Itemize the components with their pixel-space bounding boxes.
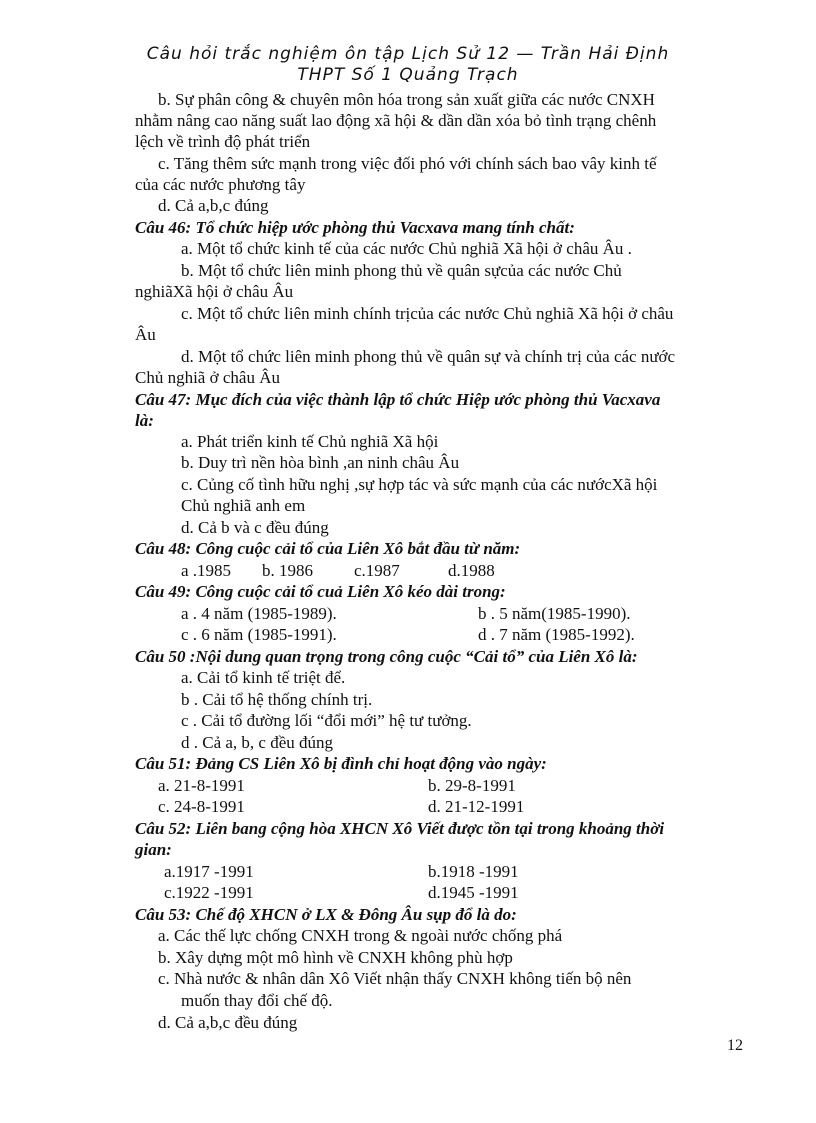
option-46d: d. Một tổ chức liên minh phong thủ về quân sự và chính trị của các nước <box>181 347 676 366</box>
question-48: Câu 48: Công cuộc cải tổ của Liên Xô bắt đầu từ năm: <box>135 539 521 558</box>
option-53a: a. Các thế lực chống CNXH trong & ngoài nước chống phá <box>158 926 563 945</box>
option-50a: a. Cải tổ kinh tế triệt để. <box>181 668 346 687</box>
header-subtitle: THPT Số 1 Quảng Trạch <box>297 65 519 85</box>
option-49d: d . 7 năm (1985-1992). <box>478 625 635 644</box>
option-50b: b . Cải tổ hệ thống chính trị. <box>181 690 373 709</box>
option-45d: d. Cả a,b,c đúng <box>158 196 269 215</box>
option-52d: d.1945 -1991 <box>428 883 519 902</box>
option-46b-cont: nghiãXã hội ở châu Âu <box>135 282 294 301</box>
question-46: Câu 46: Tổ chức hiệp ước phòng thủ Vacxava mang tính chất: <box>135 218 575 237</box>
question-53: Câu 53: Chế độ XHCN ở LX & Đông Âu sụp đổ là do: <box>135 905 517 924</box>
option-46a: a. Một tổ chức kinh tế của các nước Chủ nghiã Xã hội ở châu Âu . <box>181 239 632 258</box>
option-45c-cont: của các nước phương tây <box>135 175 306 194</box>
option-48c: c.1987 <box>354 561 400 580</box>
option-48a: a .1985 <box>181 561 232 580</box>
question-50: Câu 50 :Nội dung quan trọng trong công cuộc “Cải tổ” của Liên Xô là: <box>135 647 638 666</box>
option-52a: a.1917 -1991 <box>164 862 254 881</box>
option-47b: b. Duy trì nền hòa bình ,an ninh châu Âu <box>181 453 460 472</box>
question-47-cont: là: <box>135 411 154 430</box>
option-49c: c . 6 năm (1985-1991). <box>181 625 337 644</box>
option-46c-cont: Âu <box>135 325 156 344</box>
option-52b: b.1918 -1991 <box>428 862 519 881</box>
option-52c: c.1922 -1991 <box>164 883 254 902</box>
option-53d: d. Cả a,b,c đều đúng <box>158 1013 298 1032</box>
header-title: Câu hỏi trắc nghiệm ôn tập Lịch Sử 12 — Trần Hải Định <box>146 44 670 64</box>
option-45c: c. Tăng thêm sức mạnh trong việc đối phó với chính sách bao vây kinh tế <box>158 154 657 173</box>
option-49a: a . 4 năm (1985-1989). <box>181 604 337 623</box>
option-53c-cont: muốn thay đổi chế độ. <box>181 991 333 1010</box>
question-49: Câu 49: Công cuộc cải tổ cuả Liên Xô kéo dài trong: <box>135 582 506 601</box>
option-48d: d.1988 <box>448 561 495 580</box>
question-52: Câu 52: Liên bang cộng hòa XHCN Xô Viết được tồn tại trong khoảng thời <box>135 819 665 838</box>
option-53b: b. Xây dựng một mô hình về CNXH không phù hợp <box>158 948 513 967</box>
option-45b: b. Sự phân công & chuyên môn hóa trong sản xuất giữa các nước CNXH <box>158 90 655 109</box>
option-45b-cont: nhằm nâng cao năng suất lao động xã hội & dần dần xóa bỏ tình trạng chênh <box>135 111 657 130</box>
page-number: 12 <box>727 1037 743 1054</box>
option-51c: c. 24-8-1991 <box>158 797 245 816</box>
option-48b: b. 1986 <box>262 561 313 580</box>
option-45b-cont: lệch về trình độ phát triển <box>135 132 311 151</box>
option-50d: d . Cả a, b, c đều đúng <box>181 733 334 752</box>
option-46c: c. Một tổ chức liên minh chính trịcủa các nước Chủ nghiã Xã hội ở châu <box>181 304 674 323</box>
question-47: Câu 47: Mục đích của việc thành lập tổ chức Hiệp ước phòng thủ Vacxava <box>135 390 661 409</box>
option-46d-cont: Chủ nghiã ở châu Âu <box>135 368 280 387</box>
option-47c-cont: Chủ nghiã anh em <box>181 496 306 515</box>
option-51d: d. 21-12-1991 <box>428 797 525 816</box>
option-51a: a. 21-8-1991 <box>158 776 245 795</box>
question-52-cont: gian: <box>135 840 172 859</box>
option-50c: c . Cải tổ đường lối “đổi mới” hệ tư tưởng. <box>181 711 472 730</box>
option-51b: b. 29-8-1991 <box>428 776 516 795</box>
option-46b: b. Một tổ chức liên minh phong thủ về quân sựcủa các nước Chủ <box>181 261 622 280</box>
option-47c: c. Củng cố tình hữu nghị ,sự hợp tác và sức mạnh của các nướcXã hội <box>181 475 658 494</box>
option-49b: b . 5 năm(1985-1990). <box>478 604 631 623</box>
option-47a: a. Phát triển kinh tế Chủ nghiã Xã hội <box>181 432 439 451</box>
option-47d: d. Cả b và c đều đúng <box>181 518 329 537</box>
question-51: Câu 51: Đảng CS Liên Xô bị đình chỉ hoạt động vào ngày: <box>135 754 547 773</box>
option-53c: c. Nhà nước & nhân dân Xô Viết nhận thấy CNXH không tiến bộ nên <box>158 969 632 988</box>
